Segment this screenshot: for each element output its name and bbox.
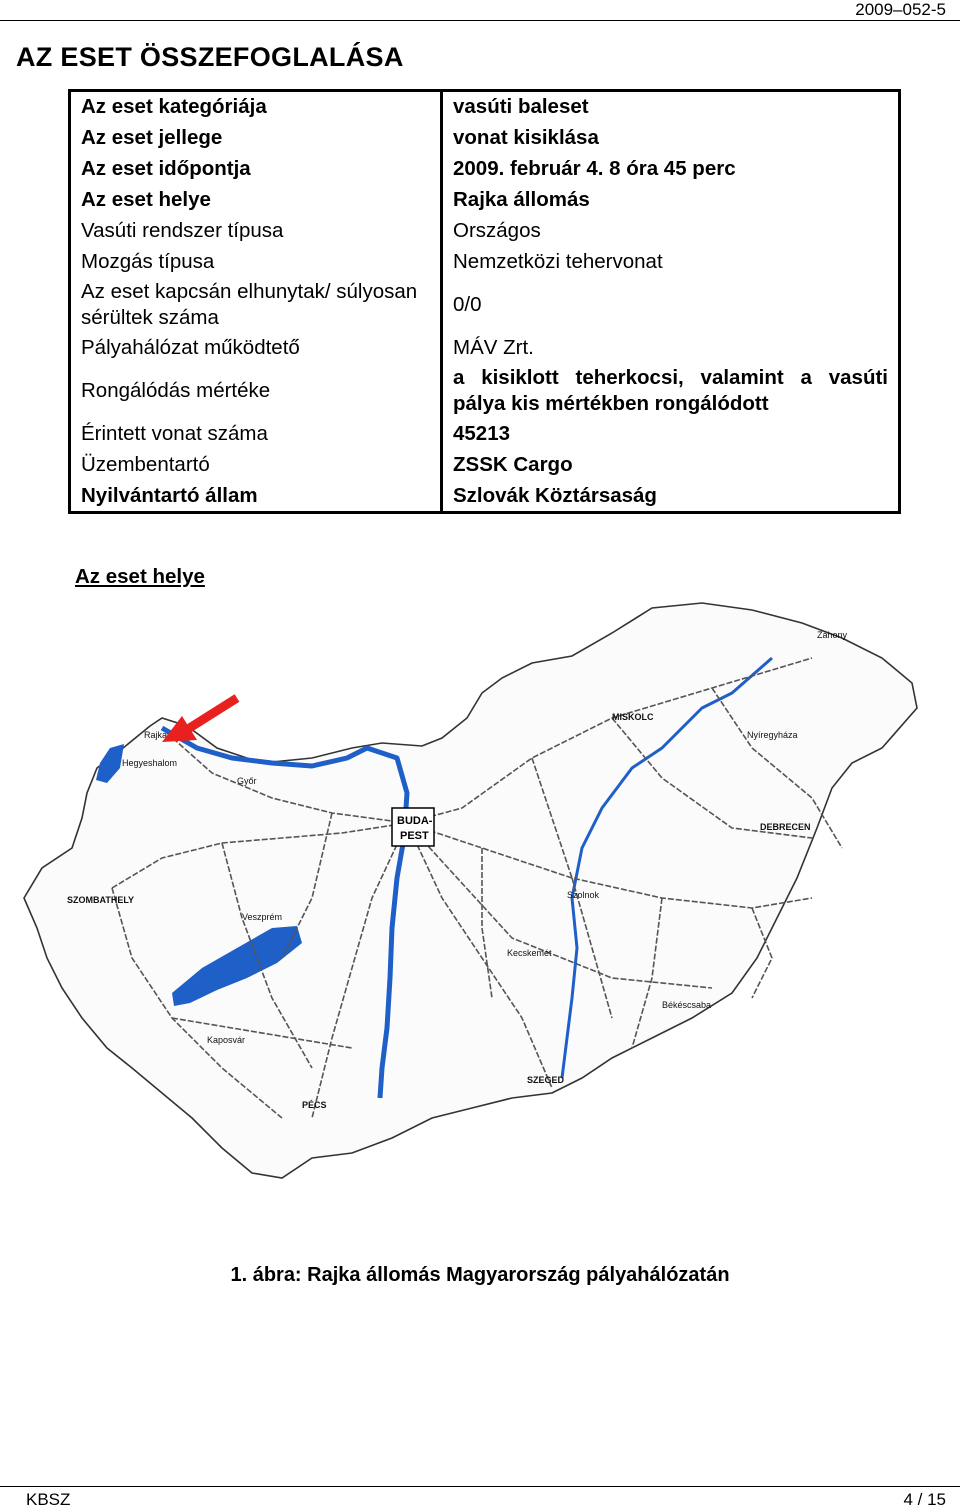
row-value: ZSSK Cargo bbox=[453, 453, 573, 476]
footer-rule bbox=[0, 1486, 960, 1487]
footer-org: KBSZ bbox=[26, 1490, 71, 1509]
row-value: Szlovák Köztársaság bbox=[453, 483, 657, 507]
city-label-budapest: PEST bbox=[400, 830, 429, 842]
row-label: Az eset kapcsán elhunytak/ súlyosan sérültek száma bbox=[70, 278, 442, 333]
table-row bbox=[70, 185, 900, 216]
city-label-veszprem: Veszprém bbox=[242, 912, 283, 922]
table-row bbox=[70, 123, 900, 154]
row-label: Az eset időpontja bbox=[70, 154, 442, 185]
row-label: Nyilvántartó állam bbox=[70, 481, 442, 513]
row-value: 2009. február 4. 8 óra 45 perc bbox=[453, 157, 736, 180]
table-row bbox=[70, 481, 900, 513]
row-value: 0/0 bbox=[453, 293, 482, 316]
page-number: 4 / 15 bbox=[903, 1490, 946, 1509]
row-label: Az eset jellege bbox=[70, 123, 442, 154]
table-row bbox=[70, 419, 900, 450]
row-value: 45213 bbox=[453, 422, 511, 445]
country-border bbox=[24, 603, 917, 1178]
row-label: Mozgás típusa bbox=[70, 247, 442, 278]
table-row bbox=[70, 364, 900, 419]
row-value: Országos bbox=[453, 219, 541, 242]
row-value: Nemzetközi tehervonat bbox=[453, 250, 663, 273]
city-label-zahony: Záhony bbox=[817, 630, 848, 640]
table-row bbox=[70, 247, 900, 278]
city-label-pecs: PÉCS bbox=[302, 1100, 327, 1110]
city-label-kaposvar: Kaposvár bbox=[207, 1035, 246, 1045]
row-value: vasúti baleset bbox=[453, 95, 589, 119]
city-label-szombathely: SZOMBATHELY bbox=[67, 895, 135, 905]
table-row bbox=[70, 91, 900, 123]
city-label-nyiregyhaza: Nyíregyháza bbox=[747, 730, 798, 740]
city-label-debrecen: DEBRECEN bbox=[760, 822, 811, 832]
page-title: AZ ESET ÖSSZEFOGLALÁSA bbox=[16, 42, 404, 72]
row-label: Az eset kategóriája bbox=[70, 91, 442, 123]
table-row bbox=[70, 216, 900, 247]
map-heading: Az eset helye bbox=[75, 565, 205, 588]
city-label-budapest: BUDA- bbox=[397, 815, 433, 827]
row-label: Érintett vonat száma bbox=[70, 419, 442, 450]
city-label-rajka: Rajka bbox=[144, 730, 168, 740]
row-label: Rongálódás mértéke bbox=[70, 364, 442, 419]
city-label-miskolc: MISKOLC bbox=[612, 712, 654, 722]
city-label-hegyeshalom: Hegyeshalom bbox=[122, 758, 178, 768]
table-row bbox=[70, 333, 900, 364]
row-label: Üzembentartó bbox=[70, 450, 442, 481]
document-id: 2009–052-5 bbox=[855, 0, 946, 19]
table-row bbox=[70, 278, 900, 333]
city-label-gyor: Győr bbox=[237, 776, 257, 786]
row-value: a kisiklott teherkocsi, valamint a vasúti pálya kis mértékben rongálódott bbox=[453, 366, 888, 415]
railway-network-map bbox=[12, 598, 948, 1208]
summary-table bbox=[68, 89, 901, 514]
city-label-bekescsaba: Békéscsaba bbox=[662, 1000, 712, 1010]
table-row bbox=[70, 154, 900, 185]
hungary-map-svg bbox=[12, 598, 948, 1208]
row-label: Vasúti rendszer típusa bbox=[70, 216, 442, 247]
row-value: vonat kisiklása bbox=[453, 126, 599, 149]
header-rule bbox=[0, 20, 960, 21]
row-label: Az eset helye bbox=[70, 185, 442, 216]
row-value: MÁV Zrt. bbox=[453, 336, 534, 359]
row-value: Rajka állomás bbox=[453, 188, 590, 211]
city-label-szeged: SZEGED bbox=[527, 1075, 565, 1085]
city-label-kecskemet: Kecskemét bbox=[507, 948, 552, 958]
city-label-szolnok: Szolnok bbox=[567, 890, 600, 900]
table-row bbox=[70, 450, 900, 481]
row-label: Pályahálózat működtető bbox=[70, 333, 442, 364]
figure-caption: 1. ábra: Rajka állomás Magyarország pályahálózatán bbox=[230, 1264, 730, 1286]
